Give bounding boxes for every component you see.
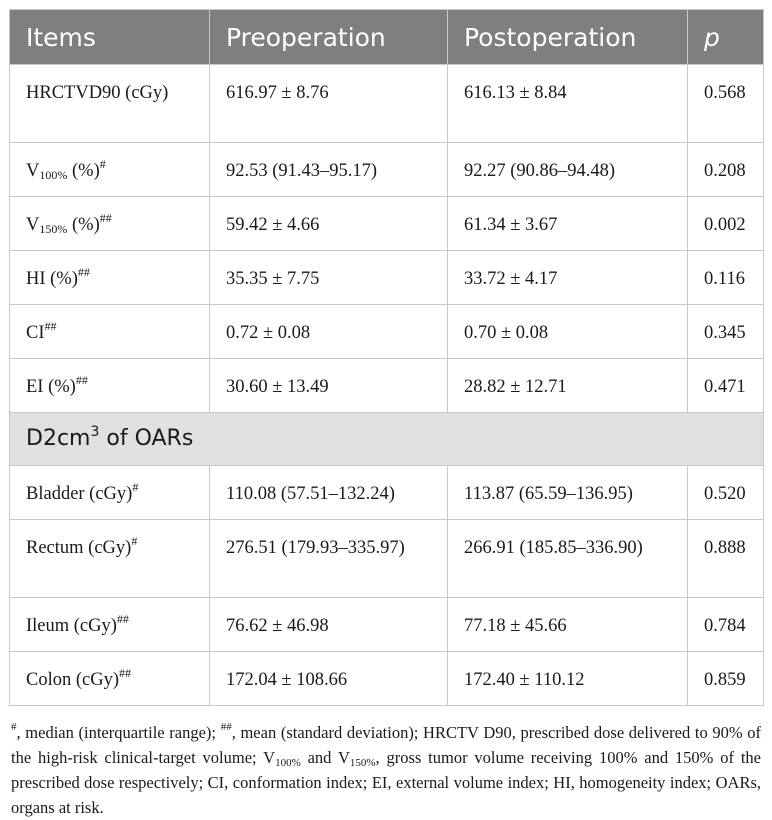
pre-value: 35.35 ± 7.75 [210, 251, 448, 305]
row-label: Ileum (cGy)## [10, 598, 210, 652]
table-row [10, 143, 764, 197]
pre-value: 92.53 (91.43–95.17) [210, 143, 448, 197]
p-value: 0.859 [688, 652, 764, 706]
p-value: 0.208 [688, 143, 764, 197]
pre-value: 616.97 ± 8.76 [210, 65, 448, 143]
section-header-row [10, 413, 764, 466]
table-row [10, 197, 764, 251]
section-title: $D2cm^3$ of OARs [10, 413, 764, 466]
table-row [10, 466, 764, 520]
table-row [10, 251, 764, 305]
p-value: 0.002 [688, 197, 764, 251]
p-value: 0.116 [688, 251, 764, 305]
pre-value: 59.42 ± 4.66 [210, 197, 448, 251]
row-label: $V_{100\%}$ (%)# [10, 143, 210, 197]
p-value: 0.345 [688, 305, 764, 359]
header-p-value: p [688, 10, 764, 65]
pre-value: 0.72 ± 0.08 [210, 305, 448, 359]
pre-value: 276.51 (179.93–335.97) [210, 520, 448, 598]
p-value: 0.568 [688, 65, 764, 143]
header-postoperation: Postoperation [448, 10, 688, 65]
table-row [10, 652, 764, 706]
header-items: Items [10, 10, 210, 65]
pre-value: 30.60 ± 13.49 [210, 359, 448, 413]
post-value: 113.87 (65.59–136.95) [448, 466, 688, 520]
p-value: 0.784 [688, 598, 764, 652]
post-value: 0.70 ± 0.08 [448, 305, 688, 359]
post-value: 61.34 ± 3.67 [448, 197, 688, 251]
table-row [10, 598, 764, 652]
row-label: HI (%)## [10, 251, 210, 305]
pre-value: 76.62 ± 46.98 [210, 598, 448, 652]
dosimetry-table [9, 9, 764, 706]
post-value: 616.13 ± 8.84 [448, 65, 688, 143]
row-label: Rectum (cGy)# [10, 520, 210, 598]
table-row [10, 65, 764, 143]
post-value: 172.40 ± 110.12 [448, 652, 688, 706]
post-value: 92.27 (90.86–94.48) [448, 143, 688, 197]
results-table-figure [9, 9, 763, 820]
post-value: 266.91 (185.85–336.90) [448, 520, 688, 598]
header-row [10, 10, 764, 65]
post-value: 77.18 ± 45.66 [448, 598, 688, 652]
p-value: 0.471 [688, 359, 764, 413]
row-label: $V_{150\%}$ (%)## [10, 197, 210, 251]
p-value: 0.888 [688, 520, 764, 598]
row-label: Colon (cGy)## [10, 652, 210, 706]
pre-value: 172.04 ± 108.66 [210, 652, 448, 706]
header-preoperation: Preoperation [210, 10, 448, 65]
row-label: EI (%)## [10, 359, 210, 413]
post-value: 33.72 ± 4.17 [448, 251, 688, 305]
table-row [10, 520, 764, 598]
row-label: HRCTVD90 (cGy) [10, 65, 210, 143]
post-value: 28.82 ± 12.71 [448, 359, 688, 413]
table-row [10, 359, 764, 413]
table-footnote: #, median (interquartile range); ##, mean (standard deviation); HRCTV D90, prescribed dose delivered to 90% of the high-risk clinical-target volume; $V_{100\%}$ and $V_{150\%}$, gross tumor volume receiving 100% and 150% of the prescribed dose respectively; CI, conformation index; EI, external volume index; HI, homogeneity index; OARs, organs at risk. [11, 721, 761, 817]
table-row [10, 305, 764, 359]
row-label: Bladder (cGy)# [10, 466, 210, 520]
row-label: CI## [10, 305, 210, 359]
pre-value: 110.08 (57.51–132.24) [210, 466, 448, 520]
p-value: 0.520 [688, 466, 764, 520]
